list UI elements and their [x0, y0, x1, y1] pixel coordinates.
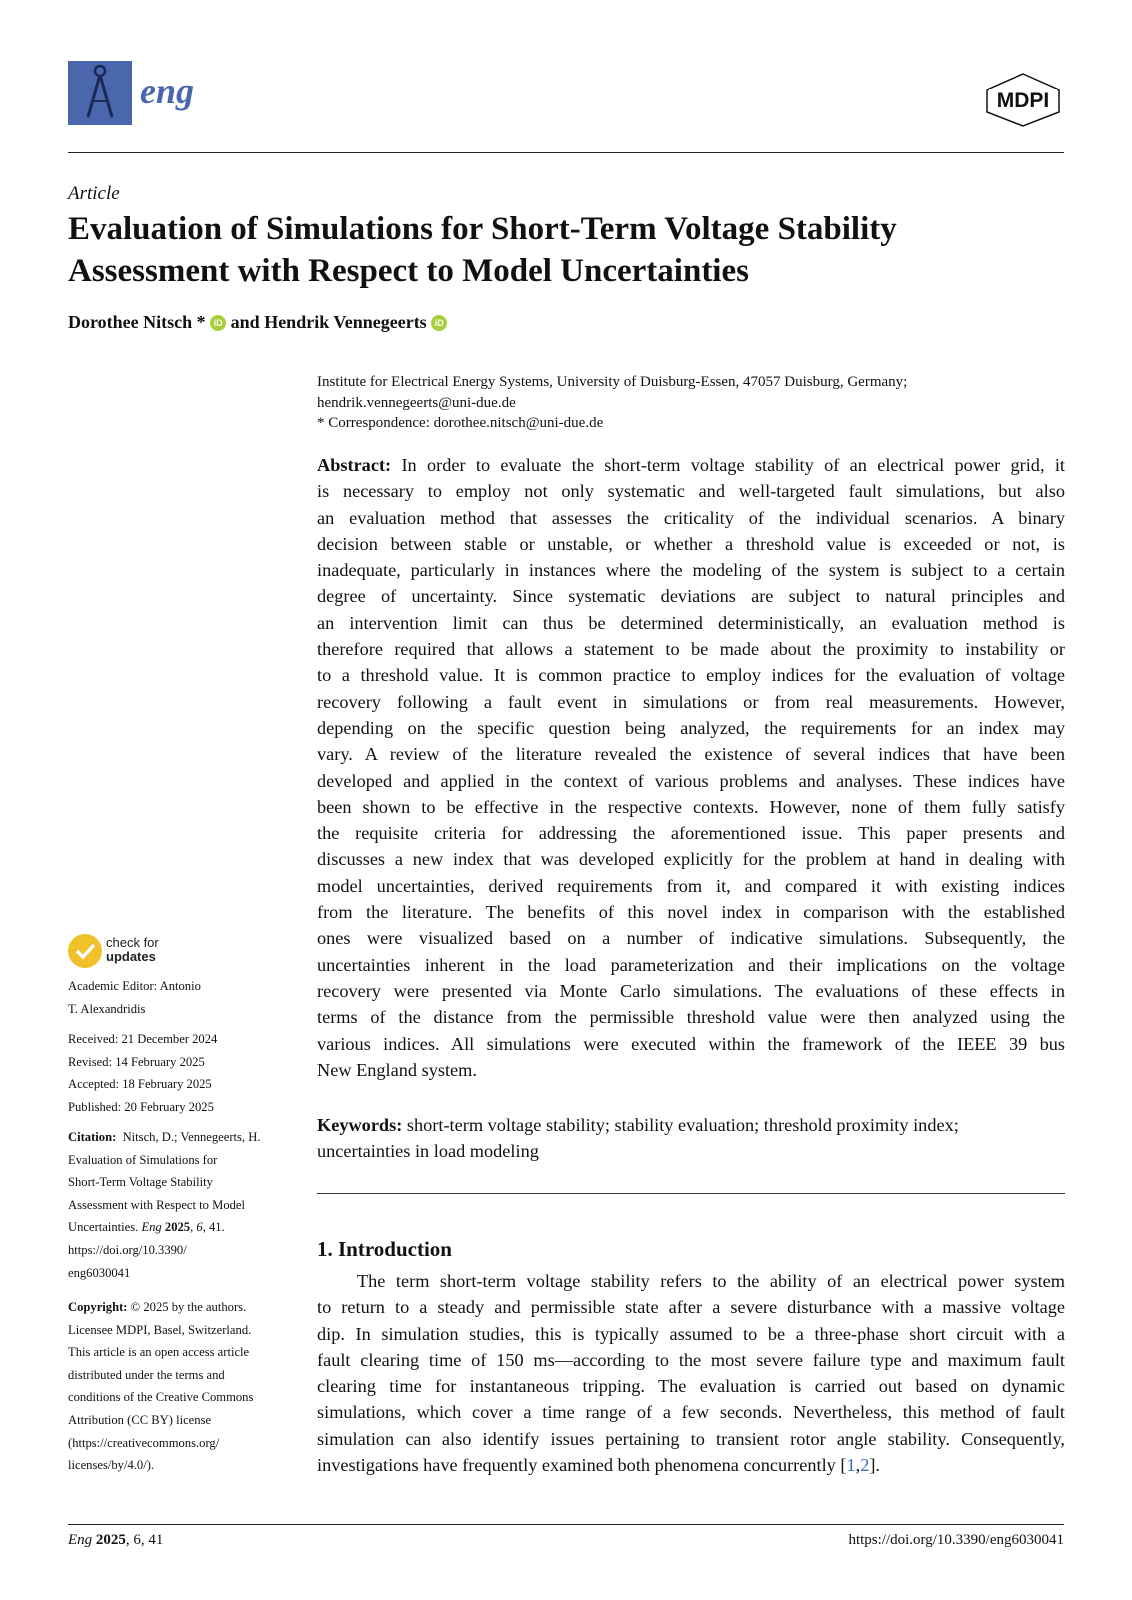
- abstract-line: [317, 846, 1065, 872]
- intro-text: fault clearing time of 150 ms—according to the most severe failure type and maximum fault: [317, 1349, 1065, 1370]
- footer-doi[interactable]: https://doi.org/10.3390/eng6030041: [848, 1532, 1064, 1548]
- editor-line: T. Alexandridis: [68, 1001, 146, 1016]
- abstract-text: to a threshold value. It is common practice to employ indices for the evaluation of voltage: [317, 665, 1065, 686]
- title-line: Evaluation of Simulations for Short-Term Voltage Stability: [68, 211, 897, 247]
- abstract-text: discusses a new index that was developed explicitly for the problem at hand in dealing with: [317, 849, 1065, 870]
- abstract-text: depending on the specific question being analyzed, the requirements for an index may: [317, 717, 1065, 738]
- editor-line: Academic Editor: Antonio: [68, 979, 201, 993]
- citation-link[interactable]: 1: [846, 1455, 856, 1476]
- citation-line: Short-Term Voltage Stability: [68, 1175, 213, 1190]
- abstract-line: [317, 794, 1065, 820]
- publisher-logo[interactable]: [983, 72, 1063, 128]
- journal-name[interactable]: eng: [140, 71, 194, 111]
- abstract-text: model uncertainties, derived requirements from it, and compared it with existing indices: [317, 875, 1065, 896]
- intro-line: [317, 1321, 1065, 1347]
- citation-text: , 41.: [202, 1220, 225, 1235]
- abstract-line: [317, 899, 1065, 925]
- abstract-text: ones were visualized based on a number of indicative simulations. Subsequently, the: [317, 928, 1065, 949]
- abstract-text: recovery were presented via Monte Carlo simulations. The evaluations of these effects in: [317, 980, 1065, 1001]
- date-accepted: Accepted: 18 February 2025: [68, 1077, 212, 1092]
- abstract-line: [317, 531, 1065, 557]
- copyright-line: Attribution (CC BY) license: [68, 1412, 212, 1427]
- publication-dates: [68, 1028, 217, 1118]
- author-email[interactable]: hendrik.vennegeerts@uni-due.de: [317, 394, 516, 411]
- abstract-line: [317, 768, 1065, 794]
- intro-text: dip. In simulation studies, this is typically assumed to be a three-phase short circuit with a: [317, 1323, 1065, 1344]
- intro-text: clearing time for instantaneous tripping. The evaluation is carried out based on dynamic: [317, 1376, 1065, 1397]
- mdpi-logo-icon: [983, 72, 1063, 128]
- abstract-line: [317, 1004, 1065, 1030]
- keywords: [317, 1112, 959, 1165]
- abstract-text: In order to evaluate the short-term voltage stability of an electrical power grid, it: [401, 455, 1065, 475]
- author-connector: and: [230, 312, 265, 332]
- abstract-line: [317, 873, 1065, 899]
- intro-text: ].: [869, 1455, 881, 1476]
- abstract-line: New England system.: [317, 1059, 477, 1080]
- abstract-text: recovery following a fault event in simulations or from real measurements. However,: [317, 691, 1065, 712]
- intro-line: [317, 1268, 1065, 1294]
- abstract-text: vary. A review of the literature revealed the existence of several indices that have been: [317, 744, 1065, 765]
- abstract-line: [317, 689, 1065, 715]
- abstract-text: an evaluation method that assesses the criticality of the individual scenarios. A binary: [317, 507, 1065, 528]
- article-type: Article: [68, 183, 120, 204]
- copyright-line: Licensee MDPI, Basel, Switzerland.: [68, 1322, 252, 1337]
- abstract-text: decision between stable or unstable, or whether a threshold value is exceeded or not, is: [317, 533, 1065, 554]
- citation-year: 2025: [164, 1220, 191, 1235]
- citation-link[interactable]: 2: [860, 1455, 870, 1476]
- citation-line: Evaluation of Simulations for: [68, 1152, 218, 1167]
- abstract-line: [317, 583, 1065, 609]
- abstract-line: [317, 925, 1065, 951]
- check-for-updates-label[interactable]: [106, 936, 159, 964]
- check-for-updates-icon[interactable]: [68, 934, 102, 968]
- copyright-line: conditions of the Creative Commons: [68, 1390, 254, 1405]
- copyright-line: This article is an open access article: [68, 1345, 250, 1360]
- intro-text: The term short-term voltage stability refers to the ability of an electrical power system: [357, 1271, 1065, 1291]
- date-published: Published: 20 February 2025: [68, 1099, 214, 1114]
- license-link[interactable]: (https://creativecommons.org/: [68, 1435, 220, 1450]
- abstract-line: [317, 1031, 1065, 1057]
- copyright-text: © 2025 by the authors.: [130, 1300, 247, 1314]
- date-revised: Revised: 14 February 2025: [68, 1054, 205, 1069]
- affiliation-block: [317, 372, 907, 434]
- abstract: [317, 452, 1065, 1083]
- abstract-text: various indices. All simulations were executed within the framework of the IEEE 39 bus: [317, 1033, 1065, 1054]
- section-divider: [317, 1193, 1065, 1194]
- correspondence-line[interactable]: * Correspondence: dorothee.nitsch@uni-due.de: [317, 415, 604, 431]
- citation-text: Uncertainties.: [68, 1220, 142, 1235]
- check-label-line: updates: [106, 949, 156, 964]
- citation-block: Citation: Nitsch, D.; Vennegeerts, H. Evaluation of Simulations for Short-Term Voltage Stability Assessment with Respect to Model Uncertainties. Eng 2025, 6, 41. https://doi.org/10.3390/ eng6030041: [68, 1126, 261, 1284]
- compass-icon: [68, 61, 132, 125]
- intro-text: investigations have frequently examined both phenomena concurrently [: [317, 1455, 847, 1476]
- abstract-text: an intervention limit can thus be determined deterministically, an evaluation method is: [317, 612, 1065, 633]
- keywords-line: [317, 1112, 959, 1138]
- citation-doi[interactable]: eng6030041: [68, 1265, 131, 1280]
- footer-divider: [68, 1524, 1064, 1525]
- abstract-text: developed and applied in the context of various problems and analyses. These indices have: [317, 770, 1065, 791]
- intro-line: [317, 1347, 1065, 1373]
- article-title: [68, 208, 1058, 292]
- footer-journal: Eng: [68, 1532, 93, 1548]
- abstract-line: [317, 557, 1065, 583]
- intro-line: [317, 1373, 1065, 1399]
- citation-journal: Eng: [141, 1220, 162, 1235]
- citation-separator: ,: [855, 1455, 861, 1476]
- abstract-line: [317, 978, 1065, 1004]
- abstract-text: inadequate, particularly in instances where the modeling of the system is subject to a certain: [317, 560, 1065, 581]
- abstract-line: [317, 478, 1065, 504]
- intro-line: [317, 1452, 1065, 1478]
- citation-volume: 6: [196, 1220, 203, 1235]
- intro-text: simulation can also identify issues pertaining to transient rotor angle stability. Consequently,: [317, 1428, 1065, 1449]
- abstract-line: [317, 452, 1065, 478]
- abstract-text: is necessary to employ not only systematic and well-targeted fault simulations, but also: [317, 481, 1065, 502]
- abstract-label: Abstract:: [317, 455, 392, 475]
- abstract-text: uncertainties inherent in the load parameterization and their implications on the voltage: [317, 954, 1065, 975]
- citation-label: Citation:: [68, 1130, 117, 1144]
- copyright-block: [68, 1296, 253, 1477]
- abstract-line: [317, 505, 1065, 531]
- abstract-text: been shown to be effective in the respective contexts. However, none of them fully satisfy: [317, 796, 1065, 817]
- abstract-line: [317, 820, 1065, 846]
- journal-logo[interactable]: [68, 61, 132, 125]
- orcid-icon[interactable]: iD: [431, 315, 447, 331]
- intro-text: simulations, which cover a time range of a few seconds. Nevertheless, this method of fault: [317, 1402, 1065, 1423]
- orcid-icon[interactable]: iD: [210, 315, 226, 331]
- abstract-line: [317, 636, 1065, 662]
- publisher-text: MDPI: [996, 89, 1050, 112]
- abstract-text: degree of uncertainty. Since systematic deviations are subject to natural principles and: [317, 586, 1065, 607]
- section-heading: 1. Introduction: [317, 1237, 452, 1261]
- citation-text: Nitsch, D.; Vennegeerts, H.: [122, 1130, 261, 1144]
- title-line: Assessment with Respect to Model Uncertainties: [68, 253, 749, 289]
- keywords-line: uncertainties in load modeling: [317, 1141, 539, 1162]
- abstract-line: [317, 952, 1065, 978]
- abstract-line: [317, 741, 1065, 767]
- intro-text: to return to a steady and permissible state after a severe disturbance with a massive voltage: [317, 1297, 1065, 1318]
- author-name: Hendrik Vennegeerts: [264, 312, 427, 332]
- abstract-line: [317, 662, 1065, 688]
- citation-line: Assessment with Respect to Model: [68, 1197, 245, 1212]
- footer-year: 2025: [95, 1532, 126, 1548]
- checkmark-icon: [68, 934, 102, 968]
- intro-line: [317, 1426, 1065, 1452]
- affiliation-line: Institute for Electrical Energy Systems, University of Duisburg-Essen, 47057 Duisburg, Germany;: [317, 374, 908, 390]
- copyright-line: distributed under the terms and: [68, 1367, 225, 1382]
- abstract-text: the requisite criteria for addressing the aforementioned issue. This paper presents and: [317, 823, 1065, 844]
- abstract-line: [317, 715, 1065, 741]
- keywords-text: short-term voltage stability; stability evaluation; threshold proximity index;: [406, 1115, 959, 1135]
- license-link[interactable]: licenses/by/4.0/).: [68, 1458, 155, 1473]
- introduction-body: [317, 1268, 1065, 1478]
- footer-citation: [68, 1532, 163, 1549]
- date-received: Received: 21 December 2024: [68, 1032, 218, 1046]
- check-label-line: check for: [106, 935, 159, 950]
- abstract-text: from the literature. The benefits of this novel index in comparison with the established: [317, 902, 1065, 923]
- author-list: [68, 312, 447, 333]
- academic-editor: [68, 975, 201, 1020]
- footer-volume: , 6, 41: [125, 1532, 164, 1548]
- abstract-text: terms of the distance from the permissible threshold value were then analyzed using the: [317, 1007, 1065, 1028]
- intro-line: [317, 1399, 1065, 1425]
- copyright-label: Copyright:: [68, 1300, 128, 1314]
- abstract-text: therefore required that allows a statement to be made about the proximity to instability or: [317, 639, 1065, 660]
- author-name: Dorothee Nitsch *: [68, 312, 206, 332]
- intro-line: [317, 1294, 1065, 1320]
- citation-doi[interactable]: https://doi.org/10.3390/: [68, 1242, 187, 1257]
- abstract-line: [317, 610, 1065, 636]
- keywords-label: Keywords:: [317, 1115, 403, 1135]
- header-divider: [68, 152, 1064, 153]
